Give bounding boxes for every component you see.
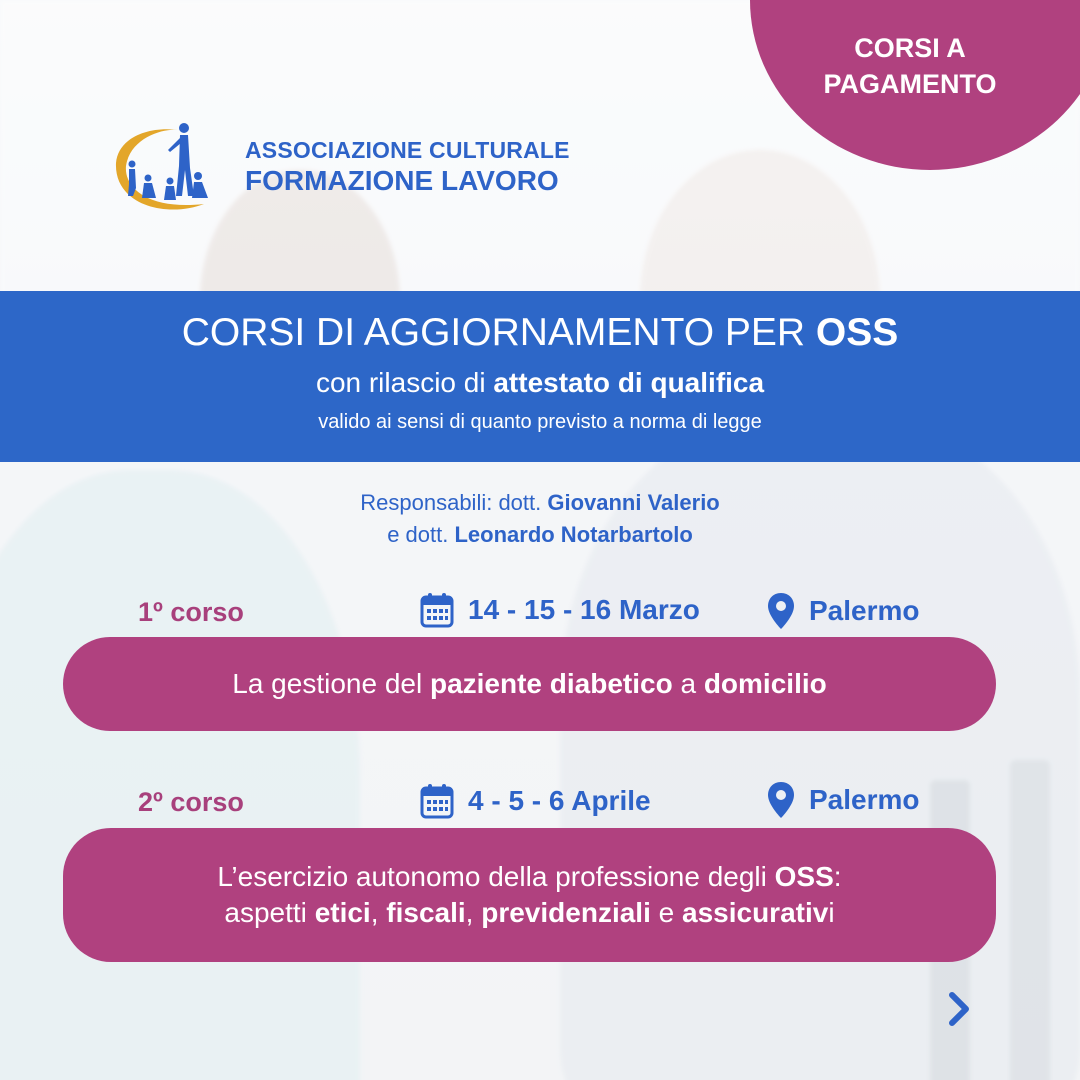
course-1-place: Palermo <box>767 592 920 630</box>
course-1-title: La gestione del paziente diabetico a domicilio <box>63 637 996 731</box>
organization-name: ASSOCIAZIONE CULTURALE FORMAZIONE LAVORO <box>245 137 570 196</box>
organization-logo <box>108 118 220 218</box>
course-2-title: L’esercizio autonomo della professione degli OSS: aspetti etici, fiscali, previdenziali e assicurativi <box>63 828 996 962</box>
responsabili: Responsabili: dott. Giovanni Valerio e dott. Leonardo Notarbartolo <box>360 490 720 547</box>
course-2-number: 2º corso <box>138 787 244 817</box>
course-1-dates: 14 - 15 - 16 Marzo <box>420 592 700 628</box>
banner-note: valido ai sensi di quanto previsto a norma di legge <box>318 411 762 433</box>
location-pin-icon <box>767 781 795 819</box>
banner-title: CORSI DI AGGIORNAMENTO PER OSS <box>181 311 899 354</box>
location-pin-icon <box>767 592 795 630</box>
course-2-place: Palermo <box>767 781 920 819</box>
course-2-dates: 4 - 5 - 6 Aprile <box>420 783 651 819</box>
calendar-icon <box>420 592 454 628</box>
banner-subtitle: con rilascio di attestato di qualifica <box>315 367 765 398</box>
course-1-number: 1º corso <box>138 597 244 627</box>
chevron-right-icon[interactable] <box>942 990 976 1028</box>
calendar-icon <box>420 783 454 819</box>
corner-badge-label: CORSI A PAGAMENTO <box>823 33 997 99</box>
title-banner <box>0 291 1080 462</box>
